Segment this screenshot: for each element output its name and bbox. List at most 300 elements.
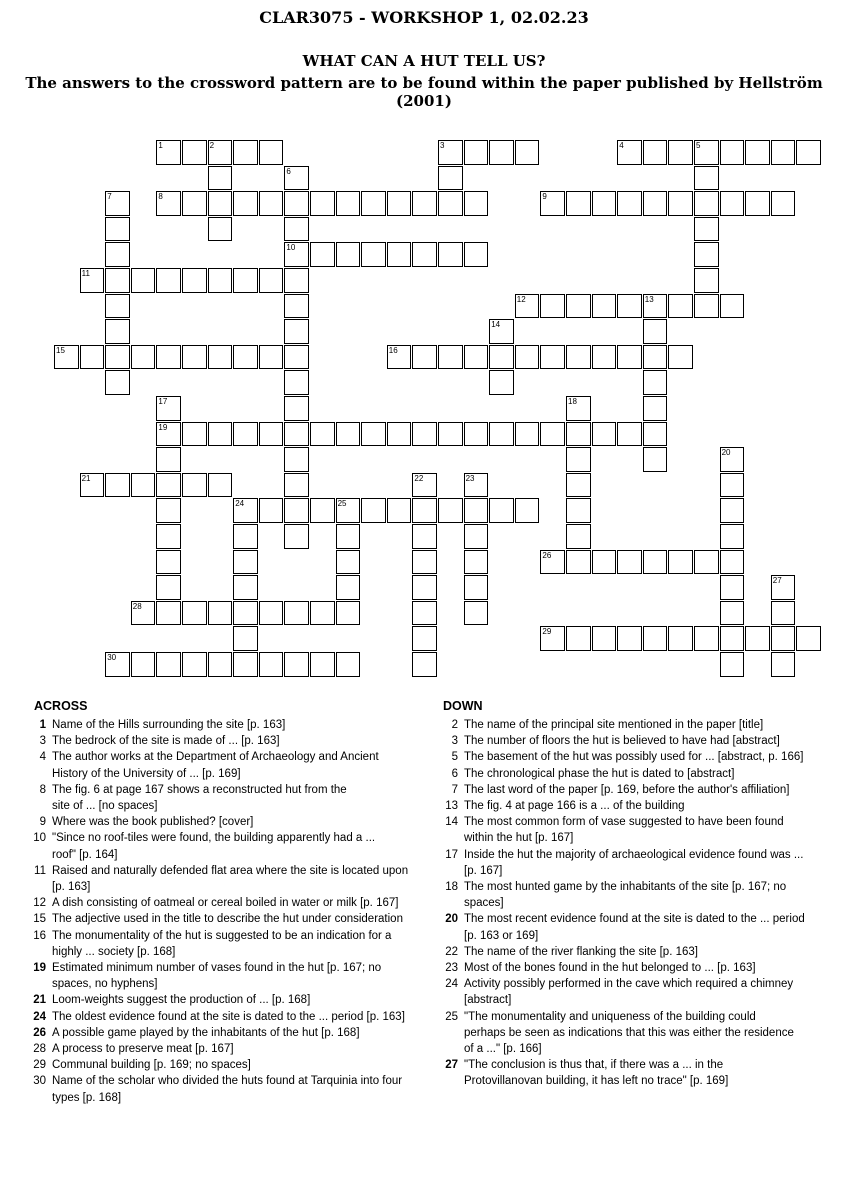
grid-cell[interactable]: [233, 652, 258, 677]
grid-cell[interactable]: [259, 601, 284, 626]
grid-cell[interactable]: [668, 626, 693, 651]
grid-cell[interactable]: [489, 370, 514, 395]
grid-cell[interactable]: [540, 422, 565, 447]
grid-cell[interactable]: [336, 550, 361, 575]
grid-cell[interactable]: [208, 601, 233, 626]
grid-cell[interactable]: [233, 524, 258, 549]
grid-cell[interactable]: [361, 242, 386, 267]
grid-cell[interactable]: [438, 498, 463, 523]
grid-cell[interactable]: [464, 242, 489, 267]
grid-cell[interactable]: [208, 422, 233, 447]
clue-line: [p. 167]: [464, 864, 503, 877]
clue-number: 30: [107, 653, 117, 662]
grid-cell[interactable]: [566, 626, 591, 651]
grid-cell[interactable]: [131, 345, 156, 370]
grid-cell[interactable]: [387, 191, 412, 216]
grid-cell[interactable]: [720, 140, 745, 165]
grid-cell[interactable]: [694, 191, 719, 216]
clue-number: 14: [445, 816, 458, 829]
grid-cell[interactable]: [617, 294, 642, 319]
grid-cell[interactable]: [156, 498, 181, 523]
grid-cell[interactable]: [694, 626, 719, 651]
grid-cell[interactable]: [566, 396, 591, 421]
grid-cell[interactable]: [720, 601, 745, 626]
grid-cell[interactable]: [438, 242, 463, 267]
clue-number: 2: [451, 719, 458, 731]
grid-cell[interactable]: [694, 242, 719, 267]
grid-cell[interactable]: [694, 294, 719, 319]
grid-cell[interactable]: [412, 575, 437, 600]
clue-text: [52, 911, 430, 927]
grid-cell[interactable]: [412, 498, 437, 523]
clue-item: [442, 766, 832, 782]
grid-cell[interactable]: [412, 652, 437, 677]
grid-cell[interactable]: [438, 140, 463, 165]
grid-cell[interactable]: [720, 294, 745, 319]
grid-cell[interactable]: [643, 396, 668, 421]
grid-cell[interactable]: [208, 191, 233, 216]
grid-cell[interactable]: [259, 498, 284, 523]
grid-cell[interactable]: [720, 652, 745, 677]
grid-cell[interactable]: [720, 191, 745, 216]
grid-cell[interactable]: [643, 140, 668, 165]
grid-cell[interactable]: [668, 140, 693, 165]
clue-number: 8: [39, 783, 46, 796]
grid-cell[interactable]: [771, 575, 796, 600]
grid-cell[interactable]: [156, 524, 181, 549]
grid-cell[interactable]: [208, 217, 233, 242]
grid-cell[interactable]: [310, 191, 335, 216]
grid-cell[interactable]: [412, 550, 437, 575]
clue-item: [30, 1073, 430, 1105]
clue-number: 6: [286, 166, 291, 176]
grid-cell[interactable]: [80, 345, 105, 370]
grid-cell[interactable]: [540, 626, 565, 651]
grid-cell[interactable]: [566, 498, 591, 523]
grid-cell[interactable]: [208, 652, 233, 677]
clue-line: "Since no roof-tiles were found, the building apparently had a ...: [52, 832, 376, 845]
grid-cell[interactable]: [592, 626, 617, 651]
grid-cell[interactable]: [156, 268, 181, 293]
clue-text: [464, 960, 832, 976]
clue-number: 4: [619, 141, 624, 150]
grid-cell[interactable]: [515, 345, 540, 370]
grid-cell[interactable]: [464, 524, 489, 549]
grid-cell[interactable]: [105, 473, 130, 498]
grid-cell[interactable]: [464, 601, 489, 626]
grid-cell[interactable]: [156, 191, 181, 216]
grid-cell[interactable]: [464, 191, 489, 216]
grid-cell[interactable]: [438, 191, 463, 216]
grid-cell[interactable]: [771, 652, 796, 677]
grid-cell[interactable]: [566, 294, 591, 319]
grid-cell[interactable]: [105, 294, 130, 319]
grid-cell[interactable]: [694, 550, 719, 575]
grid-cell[interactable]: [233, 345, 258, 370]
grid-cell[interactable]: [592, 191, 617, 216]
grid-cell[interactable]: [668, 191, 693, 216]
grid-cell[interactable]: [208, 345, 233, 370]
grid-cell[interactable]: [182, 191, 207, 216]
clue-number: 10: [286, 243, 296, 253]
grid-cell[interactable]: [284, 370, 309, 395]
grid-cell[interactable]: [412, 473, 437, 498]
grid-cell[interactable]: [131, 473, 156, 498]
clue-text: [52, 863, 430, 895]
clue-number: 13: [644, 294, 654, 304]
grid-cell[interactable]: [668, 550, 693, 575]
grid-cell[interactable]: [643, 319, 668, 344]
grid-cell[interactable]: [233, 601, 258, 626]
grid-cell[interactable]: [617, 422, 642, 447]
grid-cell[interactable]: [259, 191, 284, 216]
grid-cell[interactable]: [617, 140, 642, 165]
grid-cell[interactable]: [310, 498, 335, 523]
grid-cell[interactable]: [720, 447, 745, 472]
grid-cell[interactable]: [668, 294, 693, 319]
grid-cell[interactable]: [438, 345, 463, 370]
grid-cell[interactable]: [643, 550, 668, 575]
clue-number: 5: [451, 751, 458, 764]
clue-line: The most recent evidence found at the site is dated to the ... period: [464, 913, 805, 926]
grid-cell[interactable]: [284, 345, 309, 370]
grid-cell[interactable]: [156, 345, 181, 370]
clue-item: [30, 749, 430, 781]
grid-cell[interactable]: [233, 191, 258, 216]
grid-cell[interactable]: [617, 345, 642, 370]
clue-line: types [p. 168]: [52, 1091, 122, 1104]
grid-cell[interactable]: [771, 191, 796, 216]
grid-cell[interactable]: [412, 242, 437, 267]
grid-cell[interactable]: [156, 396, 181, 421]
grid-cell[interactable]: [720, 575, 745, 600]
grid-cell[interactable]: [336, 601, 361, 626]
grid-cell[interactable]: [105, 370, 130, 395]
grid-cell[interactable]: [105, 652, 130, 677]
grid-cell[interactable]: [156, 473, 181, 498]
clue-line: Loom-weights suggest the production of ... [p. 168]: [52, 994, 311, 1007]
clue-item: [442, 960, 832, 976]
grid-cell[interactable]: [284, 473, 309, 498]
grid-cell[interactable]: [771, 626, 796, 651]
clue-number: 13: [445, 800, 458, 813]
clue-item: [442, 976, 832, 1008]
grid-cell[interactable]: [489, 498, 514, 523]
grid-cell[interactable]: [464, 498, 489, 523]
grid-cell[interactable]: [720, 550, 745, 575]
grid-cell[interactable]: [464, 422, 489, 447]
grid-cell[interactable]: [387, 242, 412, 267]
grid-cell[interactable]: [259, 422, 284, 447]
grid-cell[interactable]: [720, 524, 745, 549]
clue-line: The name of the principal site mentioned in the paper [title]: [464, 719, 764, 731]
grid-cell[interactable]: [412, 524, 437, 549]
grid-cell[interactable]: [336, 242, 361, 267]
clue-number: 11: [34, 864, 46, 877]
grid-cell[interactable]: [336, 422, 361, 447]
grid-cell[interactable]: [156, 140, 181, 165]
clue-number: 17: [158, 397, 168, 406]
grid-cell[interactable]: [694, 268, 719, 293]
grid-cell[interactable]: [412, 345, 437, 370]
grid-cell[interactable]: [310, 652, 335, 677]
grid-cell[interactable]: [771, 140, 796, 165]
grid-cell[interactable]: [182, 345, 207, 370]
grid-cell[interactable]: [387, 422, 412, 447]
grid-cell[interactable]: [310, 601, 335, 626]
clue-number: 25: [445, 1010, 458, 1023]
clue-number: 1: [158, 141, 163, 150]
grid-cell[interactable]: [489, 319, 514, 344]
grid-cell[interactable]: [336, 191, 361, 216]
grid-cell[interactable]: [182, 473, 207, 498]
grid-cell[interactable]: [566, 524, 591, 549]
grid-cell[interactable]: [592, 294, 617, 319]
clue-text: [464, 733, 832, 749]
grid-cell[interactable]: [233, 498, 258, 523]
clue-line: The bedrock of the site is made of ... [p. 163]: [52, 735, 280, 748]
clue-item: [30, 1025, 430, 1041]
clue-line: A dish consisting of oatmeal or cereal boiled in water or milk [p. 167]: [52, 897, 399, 910]
grid-cell[interactable]: [796, 140, 821, 165]
grid-cell[interactable]: [720, 473, 745, 498]
grid-cell[interactable]: [156, 422, 181, 447]
grid-cell[interactable]: [336, 524, 361, 549]
grid-cell[interactable]: [156, 447, 181, 472]
grid-cell[interactable]: [643, 422, 668, 447]
grid-cell[interactable]: [105, 191, 130, 216]
grid-cell[interactable]: [566, 550, 591, 575]
grid-cell[interactable]: [208, 166, 233, 191]
clue-line: The fig. 4 at page 166 is a ... of the building: [464, 800, 685, 813]
clue-text: [52, 1073, 430, 1105]
grid-cell[interactable]: [617, 626, 642, 651]
grid-cell[interactable]: [515, 422, 540, 447]
clue-line: The name of the river flanking the site [p. 163]: [464, 945, 698, 958]
grid-cell[interactable]: [284, 191, 309, 216]
grid-cell[interactable]: [182, 652, 207, 677]
grid-cell[interactable]: [156, 575, 181, 600]
clue-text: [52, 1041, 430, 1057]
clue-number: 18: [568, 397, 577, 406]
grid-cell[interactable]: [412, 422, 437, 447]
clue-line: site of ... [no spaces]: [52, 800, 158, 813]
grid-cell[interactable]: [720, 498, 745, 523]
clue-number: 1: [39, 719, 46, 731]
grid-cell[interactable]: [284, 319, 309, 344]
grid-cell[interactable]: [336, 652, 361, 677]
clue-number: 26: [542, 550, 552, 560]
grid-cell[interactable]: [694, 217, 719, 242]
clue-item: [30, 717, 430, 733]
grid-cell[interactable]: [387, 345, 412, 370]
grid-cell[interactable]: [515, 140, 540, 165]
grid-cell[interactable]: [284, 268, 309, 293]
grid-cell[interactable]: [771, 601, 796, 626]
clue-number: 22: [445, 945, 458, 958]
grid-cell[interactable]: [208, 473, 233, 498]
grid-cell[interactable]: [284, 242, 309, 267]
clue-number: 20: [721, 448, 731, 458]
clue-line: The oldest evidence found at the site is dated to the ... period [p. 163]: [52, 1010, 405, 1023]
grid-cell[interactable]: [361, 191, 386, 216]
grid-cell[interactable]: [284, 652, 309, 677]
grid-cell[interactable]: [592, 550, 617, 575]
grid-cell[interactable]: [131, 601, 156, 626]
grid-cell[interactable]: [464, 473, 489, 498]
worksheet-question: WHAT CAN A HUT TELL US?: [302, 52, 546, 70]
grid-cell[interactable]: [643, 294, 668, 319]
clue-line: Protovillanovan building, it has left no trace" [p. 169]: [464, 1075, 729, 1088]
grid-cell[interactable]: [566, 473, 591, 498]
grid-cell[interactable]: [80, 268, 105, 293]
clue-text: [464, 798, 832, 814]
grid-cell[interactable]: [284, 447, 309, 472]
grid-cell[interactable]: [156, 601, 181, 626]
grid-cell[interactable]: [156, 652, 181, 677]
grid-cell[interactable]: [105, 319, 130, 344]
clue-number: 27: [772, 576, 782, 586]
grid-cell[interactable]: [745, 140, 770, 165]
clue-line: "The conclusion is thus that, if there was a ... in the: [464, 1059, 724, 1072]
grid-cell[interactable]: [694, 140, 719, 165]
grid-cell[interactable]: [336, 575, 361, 600]
grid-cell[interactable]: [310, 242, 335, 267]
grid-cell[interactable]: [668, 345, 693, 370]
grid-cell[interactable]: [182, 422, 207, 447]
grid-cell[interactable]: [489, 140, 514, 165]
grid-cell[interactable]: [617, 191, 642, 216]
grid-cell[interactable]: [284, 422, 309, 447]
grid-cell[interactable]: [284, 601, 309, 626]
grid-cell[interactable]: [105, 268, 130, 293]
grid-cell[interactable]: [412, 626, 437, 651]
grid-cell[interactable]: [259, 345, 284, 370]
grid-cell[interactable]: [489, 345, 514, 370]
grid-cell[interactable]: [515, 498, 540, 523]
grid-cell[interactable]: [438, 422, 463, 447]
grid-cell[interactable]: [566, 422, 591, 447]
clue-line: The last word of the paper [p. 169, before the author's affiliation]: [464, 783, 790, 796]
grid-cell[interactable]: [233, 575, 258, 600]
grid-cell[interactable]: [259, 652, 284, 677]
grid-cell[interactable]: [182, 601, 207, 626]
clue-text: [464, 749, 832, 765]
clue-item: [442, 847, 832, 879]
clue-item: [442, 879, 832, 911]
clue-item: [30, 830, 430, 862]
grid-cell[interactable]: [745, 626, 770, 651]
grid-cell[interactable]: [233, 422, 258, 447]
clue-number: 28: [132, 601, 142, 611]
grid-cell[interactable]: [540, 345, 565, 370]
grid-cell[interactable]: [796, 626, 821, 651]
grid-cell[interactable]: [105, 345, 130, 370]
grid-cell[interactable]: [208, 140, 233, 165]
grid-cell[interactable]: [566, 447, 591, 472]
clue-item: [30, 782, 430, 814]
clue-number: 22: [414, 473, 424, 483]
grid-cell[interactable]: [464, 550, 489, 575]
grid-cell[interactable]: [489, 422, 514, 447]
grid-cell[interactable]: [592, 345, 617, 370]
grid-cell[interactable]: [592, 422, 617, 447]
grid-cell[interactable]: [361, 498, 386, 523]
grid-cell[interactable]: [515, 294, 540, 319]
clue-line: Most of the bones found in the hut belonged to ... [p. 163]: [464, 962, 756, 975]
clue-item: [30, 992, 430, 1008]
grid-cell[interactable]: [643, 447, 668, 472]
clue-line: Name of the Hills surrounding the site [p. 163]: [52, 719, 286, 731]
grid-cell[interactable]: [156, 550, 181, 575]
grid-cell[interactable]: [643, 345, 668, 370]
grid-cell[interactable]: [105, 242, 130, 267]
grid-cell[interactable]: [284, 396, 309, 421]
grid-cell[interactable]: [438, 166, 463, 191]
grid-cell[interactable]: [361, 422, 386, 447]
grid-cell[interactable]: [643, 191, 668, 216]
grid-cell[interactable]: [284, 498, 309, 523]
grid-cell[interactable]: [464, 345, 489, 370]
grid-cell[interactable]: [208, 268, 233, 293]
grid-cell[interactable]: [233, 550, 258, 575]
grid-cell[interactable]: [643, 626, 668, 651]
grid-cell[interactable]: [182, 268, 207, 293]
grid-cell[interactable]: [540, 191, 565, 216]
grid-cell[interactable]: [284, 294, 309, 319]
clue-item: [30, 911, 430, 927]
grid-cell[interactable]: [310, 422, 335, 447]
clue-number: 25: [337, 499, 347, 509]
grid-cell[interactable]: [80, 473, 105, 498]
grid-cell[interactable]: [284, 524, 309, 549]
grid-cell[interactable]: [412, 191, 437, 216]
grid-cell[interactable]: [745, 191, 770, 216]
grid-cell[interactable]: [105, 217, 130, 242]
grid-cell[interactable]: [336, 498, 361, 523]
grid-cell[interactable]: [284, 166, 309, 191]
grid-cell[interactable]: [540, 294, 565, 319]
grid-cell[interactable]: [131, 652, 156, 677]
grid-cell[interactable]: [566, 345, 591, 370]
grid-cell[interactable]: [259, 268, 284, 293]
grid-cell[interactable]: [617, 550, 642, 575]
clue-line: spaces]: [464, 897, 504, 910]
grid-cell[interactable]: [131, 268, 156, 293]
grid-cell[interactable]: [540, 550, 565, 575]
clue-item: [30, 1009, 430, 1025]
grid-cell[interactable]: [259, 140, 284, 165]
grid-cell[interactable]: [387, 498, 412, 523]
grid-cell[interactable]: [233, 268, 258, 293]
grid-cell[interactable]: [182, 140, 207, 165]
grid-cell[interactable]: [233, 626, 258, 651]
grid-cell[interactable]: [566, 191, 591, 216]
grid-cell[interactable]: [412, 601, 437, 626]
clue-item: [30, 814, 430, 830]
clue-line: [p. 163 or 169]: [464, 929, 539, 942]
grid-cell[interactable]: [464, 140, 489, 165]
clue-line: Name of the scholar who divided the huts found at Tarquinia into four: [52, 1075, 403, 1088]
grid-cell[interactable]: [694, 166, 719, 191]
grid-cell[interactable]: [233, 140, 258, 165]
grid-cell[interactable]: [464, 575, 489, 600]
grid-cell[interactable]: [720, 626, 745, 651]
grid-cell[interactable]: [643, 370, 668, 395]
grid-cell[interactable]: [284, 217, 309, 242]
grid-cell[interactable]: [54, 345, 79, 370]
clue-line: of a ..." [p. 166]: [464, 1043, 542, 1056]
